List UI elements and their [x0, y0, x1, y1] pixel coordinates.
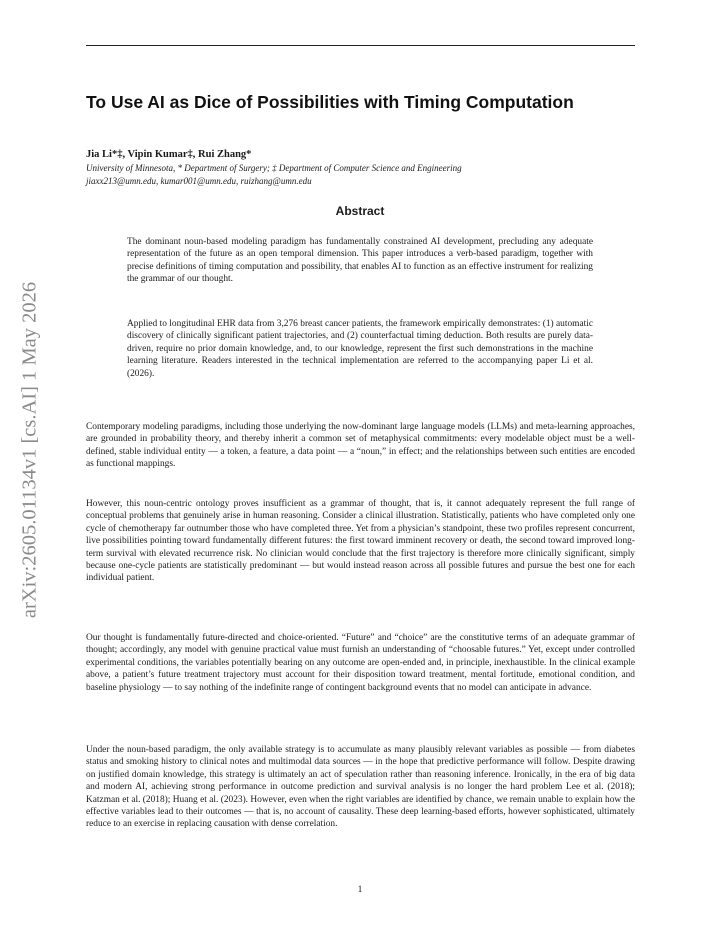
arxiv-identifier: arXiv:2605.01134v1 [cs.AI] 1 May 2026 [18, 281, 41, 619]
body-paragraph-3: Our thought is fundamentally future-directed and choice-oriented. “Future” and “choice” are the constitutive terms of an adequate grammar of thought; accordingly, any model with genuine practical value must furnish an understanding of “choosable futures.” Yet, except under controlled experimental conditions, the variables potentially bearing on any outcome are open-ended and, in principle, inexhaustible. In the clinical example above, a patient’s future treatment trajectory must account for their disposition toward treatment, mental fortitude, emotional condition, and baseline physiology — to say nothing of the indefinite range of contingent background events that no model can anticipate in advance. [86, 633, 635, 693]
paper-title: To Use AI as Dice of Possibilities with Timing Computation [86, 92, 574, 112]
body-paragraph-2: However, this noun-centric ontology proves insufficient as a grammar of thought, that is, it cannot adequately represent the full range of conceptual problems that genuinely arise in human reasoning. Consider a clinical illustration. Statistically, patients who have completed only one cycle of chemotherapy far outnumber those who have completed three. Yet from a physician’s standpoint, these two profiles represent concurrent, live possibilities pointing toward fundamentally different futures: the first toward imminent recovery or death, the second toward improved long-term survival with elevated recurrence risk. No clinician would conclude that the first trajectory is therefore more clinically significant, simply because one-cycle patients are statistically predominant — but would instead reason across all possible futures and pursue the best one for each individual patient. [86, 499, 635, 584]
top-rule [86, 45, 635, 46]
abstract-paragraph-1: The dominant noun-based modeling paradigm has fundamentally constrained AI development, precluding any adequate representation of the future as an open temporal dimension. This paper introduces a verb-based paradigm, together with precise definitions of timing computation and possibility, that enables AI to function as an effective instrument for realizing the grammar of our thought. [127, 237, 593, 285]
arxiv-sidebar [0, 0, 60, 932]
affiliations: University of Minnesota, * Department of Surgery; ‡ Department of Computer Science and Engineering [86, 163, 462, 173]
abstract-paragraph-2: Applied to longitudinal EHR data from 3,276 breast cancer patients, the framework empirically demonstrates: (1) automatic discovery of clinically significant patient trajectories, and (2) counterfactual timing deduction. Both results are purely data-driven, require no prior domain knowledge, and, to our knowledge, represent the first such demonstrations in the machine learning literature. Readers interested in the technical implementation are referred to the accompanying paper Li et al. (2026). [127, 319, 593, 379]
author-list: Jia Li*‡, Vipin Kumar‡, Rui Zhang* [86, 149, 252, 160]
body-paragraph-4: Under the noun-based paradigm, the only available strategy is to accumulate as many plausibly relevant variables as possible — from diabetes status and smoking history to clinical notes and multimodal data sources — in the hope that predictive performance will follow. Despite drawing on justified domain knowledge, this strategy is ultimately an act of speculation rather than reasoning inference. Ironically, in the era of big data and modern AI, achieving strong performance in outcome prediction and survival analysis is no longer the hard problem Lee et al. (2018); Katzman et al. (2018); Huang et al. (2023). However, even when the right variables are identified by chance, we remain unable to explain how the effective variables lead to their outcomes — that is, no account of causality. These deep learning-based efforts, however sophisticated, ultimately reduce to an exercise in replacing causation with dense correlation. [86, 745, 635, 830]
abstract-heading: Abstract [335, 204, 385, 218]
author-emails: jiaxx213@umn.edu, kumar001@umn.edu, ruizhang@umn.edu [86, 176, 312, 186]
page-number: 1 [357, 885, 363, 895]
body-paragraph-1: Contemporary modeling paradigms, including those underlying the now-dominant large language models (LLMs) and meta-learning approaches, are grounded in probability theory, and thereby inherit a common set of metaphysical commitments: every modelable object must be a well-defined, stable individual entity — a token, a feature, a data point — a “noun,” in effect; and the relationships between such entities are encoded as functional mappings. [86, 422, 635, 470]
